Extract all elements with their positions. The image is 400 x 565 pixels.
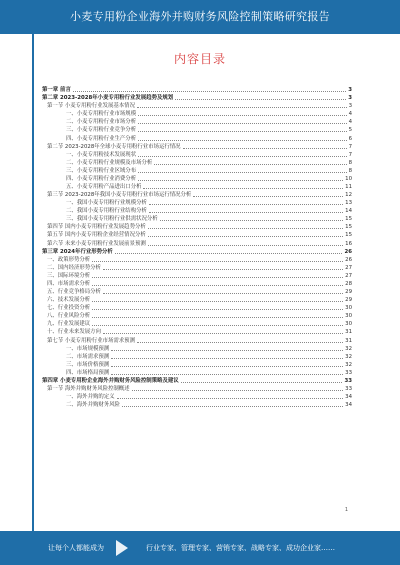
toc-entry-title: 四、小麦专用粉行业生产分析 [66,135,137,142]
toc-entry-page: 4 [348,111,352,118]
toc-entry[interactable] [42,264,352,272]
toc-entry-page: 34 [345,394,352,401]
report-title: 小麦专用粉企业海外并购财务风险控制策略研究报告 [70,10,330,23]
toc-entry[interactable] [42,272,352,280]
toc-entry-title: 一、市场规模预测 [66,345,110,352]
toc-dot-leader [111,366,343,367]
toc-entry[interactable] [42,102,352,110]
toc-entry-title: 第七节 小麦专用粉行业市场需求预测 [47,337,135,344]
toc-entry[interactable] [42,175,352,183]
toc-entry[interactable] [42,385,352,393]
toc-dot-leader [92,285,343,286]
toc-entry-page: 27 [345,264,352,271]
toc-entry-page: 31 [345,329,352,336]
toc-entry[interactable] [42,151,352,159]
left-accent-line [32,34,34,531]
toc-entry-page: 13 [345,200,352,207]
toc-entry-title: 二、我国小麦专用粉行业结构分析 [66,208,147,215]
toc-dot-leader [92,301,343,302]
toc-dot-leader [148,228,343,229]
arrow-icon [116,540,128,556]
toc-entry[interactable] [42,320,352,328]
toc-entry-page: 32 [345,361,352,368]
toc-entry-title: 一、我国小麦专用粉行业规模分析 [66,200,147,207]
toc-entry-page: 16 [345,240,352,247]
toc-entry-page: 29 [345,289,352,296]
toc-entry-page: 15 [345,232,352,239]
toc-entry-title: 六、技术发展分析 [47,297,91,304]
toc-dot-leader [160,220,343,221]
toc-dot-leader [138,180,343,181]
toc-entry-page: 4 [348,119,352,126]
toc-entry-title: 八、行业风险分析 [47,313,91,320]
toc-entry-title: 第三章 2024年行业形势分析 [42,248,113,255]
toc-entry-page: 3 [348,87,352,94]
toc-entry-page: 34 [345,402,352,409]
toc-entry-title: 一、海外并购的定义 [66,394,115,401]
toc-entry-page: 32 [345,345,352,352]
toc-entry-title: 二、海外并购财务风险 [66,402,120,409]
toc-entry-title: 第二章 2023-2028年小麦专用粉行业发展趋势及规划 [42,95,174,102]
toc-entry-title: 二、市场需求预测 [66,353,110,360]
toc-entry-title: 第六节 未来小麦专用粉行业发展前景预测 [47,240,146,247]
toc-entry-page: 33 [345,369,352,376]
toc-dot-leader [138,123,346,124]
toc-entry-title: 一、政策形势分析 [47,256,91,263]
toc-entry-page: 14 [345,208,352,215]
toc-dot-leader [73,91,346,92]
toc-entry[interactable] [42,401,352,409]
toc-dot-leader [149,204,343,205]
toc-dot-leader [138,156,346,157]
toc-entry-page: 32 [345,353,352,360]
toc-entry-title: 三、小麦专用粉行业区域分布 [66,167,137,174]
toc-dot-leader [148,236,343,237]
footer-slogan-right: 行业专家、管理专家、营销专家、战略专家、成功企业家…… [146,544,335,552]
toc-entry[interactable] [42,280,352,288]
toc-entry-title: 第四章 小麦专用粉企业海外并购财务风险控制策略及建议 [42,377,179,384]
toc-dot-leader [92,325,343,326]
toc-entry[interactable] [42,393,352,401]
toc-entry-page: 26 [345,256,352,263]
toc-entry[interactable] [42,159,352,167]
toc-dot-leader [181,382,343,383]
toc-entry[interactable] [42,361,352,369]
toc-dot-leader [193,196,343,197]
toc-entry[interactable] [42,223,352,231]
toc-dot-leader [111,374,343,375]
toc-entry-page: 3 [348,103,352,110]
toc-entry-title: 七、行业投资分析 [47,305,91,312]
toc-entry-title: 第一节 海外并购财务风险控制概述 [47,385,130,392]
toc-entry-title: 二、国内经济形势分析 [47,264,101,271]
toc-dot-leader [137,107,347,108]
toc-entry[interactable] [42,304,352,312]
toc-dot-leader [137,342,343,343]
toc-dot-leader [138,115,346,116]
page-number: 1 [344,507,348,513]
toc-dot-leader [138,131,346,132]
toc-entry[interactable] [42,345,352,353]
toc-entry-title: 第二节 2023-2028年全球小麦专用粉行业市场运行情况 [47,143,181,150]
toc-dot-leader [175,99,346,100]
toc-dot-leader [132,390,344,391]
toc-entry-page: 26 [344,248,352,255]
toc-entry-page: 6 [348,135,352,142]
toc-entry[interactable] [42,288,352,296]
toc-entry-title: 二、小麦专用粉行业规模及市场分析 [66,159,153,166]
toc-entry-page: 10 [345,175,352,182]
toc-entry[interactable] [42,134,352,142]
toc-entry-title: 二、小麦专用粉行业市场分析 [66,119,137,126]
toc-entry[interactable] [42,248,352,256]
toc-entry[interactable] [42,94,352,102]
toc-dot-leader [103,269,343,270]
toc-entry-title: 三、我国小麦专用粉行业供需状况分析 [66,216,158,223]
toc-entry[interactable] [42,143,352,151]
toc-entry-title: 四、市场需求分析 [47,280,91,287]
toc-entry-title: 第一章 前言 [42,87,71,94]
toc-entry-title: 十、行业未来发展方向 [47,329,101,336]
toc-entry[interactable] [42,369,352,377]
toc-dot-leader [92,261,343,262]
toc-entry[interactable] [42,191,352,199]
toc-entry-title: 九、行业发展建议 [47,321,91,328]
toc-entry-title: 三、国际环境分析 [47,272,91,279]
toc-dot-leader [122,406,343,407]
toc-entry-page: 15 [345,216,352,223]
toc-dot-leader [138,140,346,141]
toc-entry[interactable] [42,296,352,304]
toc-entry-page: 7 [348,143,352,150]
toc-dot-leader [117,398,344,399]
toc-entry-title: 一、小麦专用粉行业市场规模 [66,111,137,118]
toc-dot-leader [111,350,343,351]
toc-entry[interactable] [42,110,352,118]
toc-entry[interactable] [42,353,352,361]
table-of-contents [42,86,352,409]
toc-entry-title: 三、小麦专用粉行业竞争分析 [66,127,137,134]
toc-entry[interactable] [42,256,352,264]
footer-slogan-left: 让每个人都能成为 [48,544,104,552]
toc-entry-title: 四、市场格局预测 [66,369,110,376]
toc-dot-leader [92,309,343,310]
toc-dot-leader [92,317,343,318]
toc-entry-title: 第一节 小麦专用粉行业发展基本情况 [47,103,135,110]
toc-dot-leader [138,172,346,173]
toc-dot-leader [143,188,343,189]
toc-entry-page: 7 [348,151,352,158]
toc-entry[interactable] [42,239,352,247]
toc-entry-page: 31 [345,337,352,344]
toc-dot-leader [148,245,343,246]
toc-entry[interactable] [42,199,352,207]
toc-entry-page: 5 [348,127,352,134]
toc-entry[interactable] [42,118,352,126]
toc-entry-page: 8 [348,167,352,174]
toc-entry-title: 四、小麦专用粉行业消费分析 [66,175,137,182]
toc-entry-page: 11 [345,184,352,191]
toc-entry-title: 一、小麦专用粉技术发展现状 [66,151,137,158]
toc-entry-page: 8 [348,159,352,166]
toc-entry-title: 五、行业竞争格局分析 [47,289,101,296]
toc-dot-leader [154,164,346,165]
toc-entry-page: 33 [345,385,352,392]
toc-entry-page: 30 [345,313,352,320]
toc-entry-page: 30 [345,305,352,312]
toc-entry[interactable] [42,231,352,239]
toc-entry-title: 三、市场价格预测 [66,361,110,368]
toc-entry-page: 3 [348,95,352,102]
toc-entry-title: 第三节 2023-2028年我国小麦专用粉行业市场运行情况分析 [47,192,192,199]
toc-dot-leader [183,148,347,149]
toc-dot-leader [103,293,343,294]
toc-entry[interactable] [42,312,352,320]
toc-entry-title: 第四节 国内小麦专用粉行业发展趋势分析 [47,224,146,231]
toc-heading: 内容目录 [173,52,226,66]
toc-entry-page: 12 [345,192,352,199]
toc-entry[interactable] [42,126,352,134]
toc-entry-page: 33 [344,377,352,384]
toc-entry-page: 30 [345,321,352,328]
toc-dot-leader [149,212,343,213]
toc-entry[interactable] [42,167,352,175]
toc-entry[interactable] [42,377,352,385]
toc-dot-leader [103,333,343,334]
toc-entry[interactable] [42,215,352,223]
toc-dot-leader [111,358,343,359]
toc-entry[interactable] [42,86,352,94]
toc-entry-page: 28 [345,280,352,287]
toc-entry-title: 五、小麦专用粉产品进出口分析 [66,184,142,191]
toc-entry-page: 29 [345,297,352,304]
toc-entry[interactable] [42,207,352,215]
toc-entry[interactable] [42,183,352,191]
toc-entry-page: 15 [345,224,352,231]
toc-dot-leader [115,253,343,254]
toc-dot-leader [92,277,343,278]
toc-entry[interactable] [42,336,352,344]
toc-entry-title: 第五节 国内小麦专用粉企业经营情况分析 [47,232,146,239]
toc-entry-page: 27 [345,272,352,279]
toc-entry[interactable] [42,328,352,336]
